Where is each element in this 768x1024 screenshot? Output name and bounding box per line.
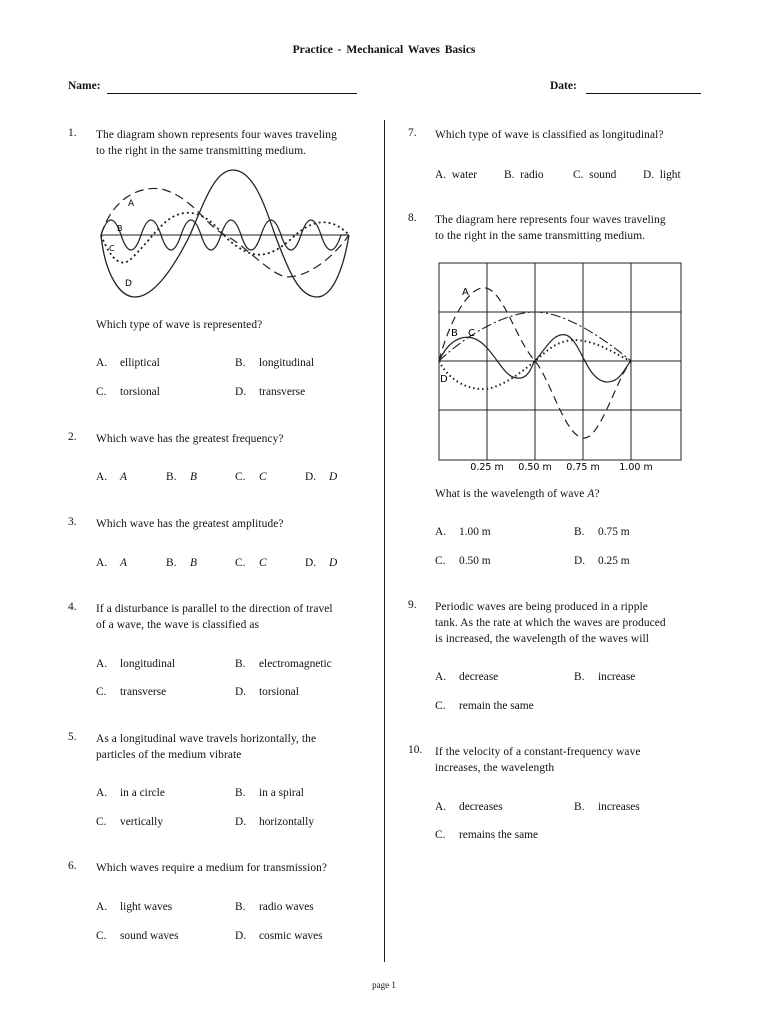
wave-label-b: B bbox=[451, 328, 458, 339]
option-b[interactable]: B. electromagnetic bbox=[235, 658, 332, 670]
question-text: Which waves require a medium for transmission? bbox=[96, 862, 328, 874]
question-number: 6. bbox=[68, 860, 77, 872]
option-a[interactable]: A. in a circle bbox=[96, 787, 165, 799]
option-d[interactable]: D. transverse bbox=[235, 386, 306, 398]
option-b[interactable]: B. 0.75 m bbox=[574, 526, 630, 538]
option-d[interactable]: D. torsional bbox=[235, 686, 299, 698]
wave-label-d: D bbox=[125, 279, 132, 289]
option-c[interactable]: C. 0.50 m bbox=[435, 555, 491, 567]
grid bbox=[439, 263, 681, 460]
wave-label-c: C bbox=[109, 244, 115, 253]
option-a[interactable]: A. elliptical bbox=[96, 357, 160, 369]
question-text: The diagram here represents four waves traveling to the right in the same transmitting medium. bbox=[435, 214, 666, 242]
option-c[interactable]: C. transverse bbox=[96, 686, 167, 698]
option-c[interactable]: C. C bbox=[235, 471, 267, 483]
option-b[interactable]: B. radio bbox=[504, 169, 544, 181]
option-b[interactable]: B. longitudinal bbox=[235, 357, 315, 369]
question-number: 9. bbox=[408, 599, 417, 611]
option-a[interactable]: A. decrease bbox=[435, 671, 499, 683]
option-a[interactable]: A. water bbox=[435, 169, 478, 181]
question-text: Periodic waves are being produced in a ripple tank. As the rate at which the waves are produced is increased, the wavelength of the waves will bbox=[435, 601, 666, 645]
option-c[interactable]: C. remains the same bbox=[435, 829, 539, 841]
question-text: If a disturbance is parallel to the direction of travel of a wave, the wave is classified as bbox=[96, 603, 333, 631]
option-d[interactable]: D. D bbox=[305, 471, 338, 483]
date-field[interactable] bbox=[586, 93, 701, 94]
question-prompt: Which type of wave is represented? bbox=[96, 319, 263, 331]
option-d[interactable]: D. 0.25 m bbox=[574, 555, 630, 567]
tick-label: 0.25 m bbox=[470, 462, 504, 473]
question-number: 10. bbox=[408, 744, 423, 756]
page-number: page 1 bbox=[372, 980, 396, 990]
question-number: 7. bbox=[408, 127, 417, 139]
option-c[interactable]: C. sound waves bbox=[96, 930, 179, 942]
question-text: Which wave has the greatest amplitude? bbox=[96, 518, 284, 530]
option-a[interactable]: A. A bbox=[96, 471, 127, 483]
wave-diagram-1 bbox=[95, 165, 365, 305]
option-d[interactable]: D. cosmic waves bbox=[235, 930, 323, 942]
question-text: If the velocity of a constant-frequency wave increases, the wavelength bbox=[435, 746, 641, 774]
option-c[interactable]: C. C bbox=[235, 557, 267, 569]
wave-a bbox=[101, 188, 349, 277]
option-c[interactable]: C. sound bbox=[573, 169, 617, 181]
option-b[interactable]: B. in a spiral bbox=[235, 787, 304, 799]
option-b[interactable]: B. B bbox=[166, 557, 197, 569]
wave-d bbox=[101, 170, 349, 297]
option-a[interactable]: A. longitudinal bbox=[96, 658, 176, 670]
option-b[interactable]: B. radio waves bbox=[235, 901, 314, 913]
option-c[interactable]: C. vertically bbox=[96, 816, 164, 828]
wave-label-a: A bbox=[462, 287, 469, 298]
option-a[interactable]: A. decreases bbox=[435, 801, 503, 813]
question-prompt: What is the wavelength of wave A? bbox=[435, 488, 600, 500]
question-number: 4. bbox=[68, 601, 77, 613]
question-number: 8. bbox=[408, 212, 417, 224]
page-title: Practice - Mechanical Waves Basics bbox=[292, 44, 476, 56]
name-label: Name: bbox=[68, 80, 101, 92]
option-a[interactable]: A. A bbox=[96, 557, 127, 569]
column-divider bbox=[384, 120, 385, 962]
option-c[interactable]: C. remain the same bbox=[435, 700, 534, 712]
wave-label-b: B bbox=[117, 224, 123, 233]
option-d[interactable]: D. horizontally bbox=[235, 816, 315, 828]
tick-label: 1.00 m bbox=[619, 462, 653, 473]
question-text: Which wave has the greatest frequency? bbox=[96, 433, 284, 445]
wave-label-d: D bbox=[440, 374, 448, 385]
question-text: As a longitudinal wave travels horizontally, the particles of the medium vibrate bbox=[96, 733, 317, 761]
option-d[interactable]: D. light bbox=[643, 169, 681, 181]
wave-label-c: C bbox=[468, 328, 475, 339]
question-number: 1. bbox=[68, 127, 77, 139]
option-c[interactable]: C. torsional bbox=[96, 386, 160, 398]
question-number: 2. bbox=[68, 431, 77, 443]
date-label: Date: bbox=[550, 80, 577, 92]
option-b[interactable]: B. increases bbox=[574, 801, 640, 813]
option-b[interactable]: B. B bbox=[166, 471, 197, 483]
wave-label-a: A bbox=[128, 199, 135, 209]
option-b[interactable]: B. increase bbox=[574, 671, 636, 683]
question-text: Which type of wave is classified as longitudinal? bbox=[435, 129, 664, 141]
option-d[interactable]: D. D bbox=[305, 557, 338, 569]
wave-diagram-2 bbox=[436, 260, 686, 475]
option-a[interactable]: A. light waves bbox=[96, 901, 173, 913]
tick-label: 0.50 m bbox=[518, 462, 552, 473]
option-a[interactable]: A. 1.00 m bbox=[435, 526, 491, 538]
question-text: The diagram shown represents four waves traveling to the right in the same transmitting medium. bbox=[96, 129, 337, 157]
question-number: 5. bbox=[68, 731, 77, 743]
tick-label: 0.75 m bbox=[566, 462, 600, 473]
name-field[interactable] bbox=[107, 93, 357, 94]
question-number: 3. bbox=[68, 516, 77, 528]
